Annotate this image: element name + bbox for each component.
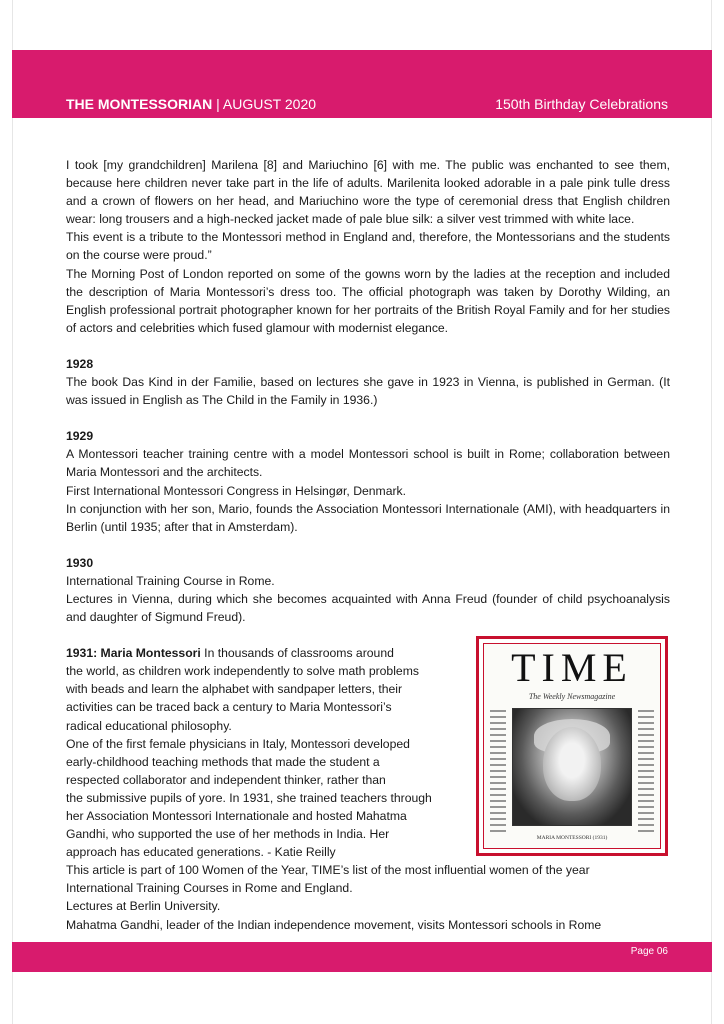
feature-line-text: In thousands of classrooms around — [200, 646, 394, 661]
feature-line: her Association Montessori Internationale and hosted Mahatma — [66, 809, 407, 823]
footer-band — [12, 942, 712, 972]
cover-portrait — [512, 708, 632, 826]
feature-line — [66, 644, 466, 662]
section-paragraph: A Montessori teacher training centre with a model Montessori school is built in Rome; collaboration between Maria Montessori and the architects. — [66, 447, 670, 480]
feature-line: approach has educated generations. - Katie Reilly — [66, 845, 336, 860]
header-title — [66, 96, 316, 112]
section-paragraph: International Training Course in Rome. — [66, 573, 275, 588]
timeline-section-1928 — [66, 355, 670, 409]
header-separator: | — [212, 96, 223, 112]
section-paragraph: First International Montessori Congress in Helsingør, Denmark. — [66, 483, 407, 498]
feature-after-line: This article is part of 100 Women of the Year, TIME’s list of the most influential women of the year — [66, 863, 590, 878]
feature-line: Gandhi, who supported the use of her methods in India. Her — [66, 827, 390, 842]
section-title: 150th Birthday Celebrations — [495, 96, 668, 112]
timeline-section-1930 — [66, 554, 670, 626]
feature-line: the world, as children work independently to solve math problems — [66, 664, 419, 679]
feature-line: activities can be traced back a century to Maria Montessori’s — [66, 700, 392, 715]
feature-line: the submissive pupils of yore. In 1931, she trained teachers through — [66, 790, 432, 805]
cover-subtitle: The Weekly Newsmagazine — [528, 692, 616, 701]
section-paragraph: In conjunction with her son, Mario, founds the Association Montessori Internationale (AMI), with headquarters in Berlin (until 1935; after that in Amsterdam). — [66, 501, 670, 534]
section-paragraph: The book Das Kind in der Familie, based on lectures she gave in 1923 in Vienna, is published in German. (It was issued in English as The Child in the Family in 1936.) — [66, 375, 670, 408]
feature-line: One of the first female physicians in Italy, Montessori developed — [66, 736, 410, 751]
cover-inner-frame — [483, 643, 661, 849]
cover-logo: TIME — [511, 645, 633, 690]
page-number: Page 06 — [630, 946, 668, 957]
timeline-section-1929 — [66, 427, 670, 536]
feature-text — [66, 644, 466, 861]
year-heading: 1930 — [66, 555, 94, 570]
publication-name: THE MONTESSORIAN — [66, 96, 213, 112]
cover-caption: MARIA MONTESSORI (1931) — [536, 835, 608, 841]
feature-line: respected collaborator and independent thinker, rather than — [66, 772, 386, 787]
feature-lead: 1931: Maria Montessori — [66, 646, 201, 661]
feature-after-line: International Training Courses in Rome and England. — [66, 881, 353, 896]
intro-paragraph: The Morning Post of London reported on some of the gowns worn by the ladies at the reception and included the description of Maria Montessori’s dress too. The official photograph was taken by Dorothy Wilding, an English professional portrait photographer known for her portraits of the British Royal Family and for her studies of actors and celebrities which fused glamour with modernist elegance. — [66, 266, 670, 335]
feature-line: with beads and learn the alphabet with sandpaper letters, their — [66, 682, 403, 697]
feature-line: radical educational philosophy. — [66, 718, 232, 733]
intro-paragraph: This event is a tribute to the Montessori method in England and, therefore, the Montessorians and the students on the course were proud.” — [66, 230, 670, 263]
intro-paragraph: I took [my grandchildren] Marilena [8] and Mariuchino [6] with me. The public was enchanted to see them, because here children never take part in the life of adults. Marilenita looked adorable in a pale pink tulle dress and a crown of flowers on her head, and Mariuchino wore the type of ceremonial dress that English children wear: long trousers and a high-necked jacket made of pale blue silk: a silver vest trimmed with white lace. — [66, 158, 670, 227]
cover-ornament-left — [490, 710, 506, 836]
feature-after-line: Mahatma Gandhi, leader of the Indian independence movement, visits Montessori schools in Rome — [66, 917, 602, 932]
feature-after-line: Lectures at Berlin University. — [66, 899, 221, 914]
issue-date: AUGUST 2020 — [222, 96, 317, 112]
feature-line: early-childhood teaching methods that made the student a — [66, 754, 380, 769]
section-paragraph: Lectures in Vienna, during which she becomes acquainted with Anna Freud (founder of child psychoanalysis and daughter of Sigmund Freud). — [66, 591, 670, 625]
time-magazine-cover — [476, 636, 668, 856]
year-heading: 1928 — [66, 356, 94, 371]
year-heading: 1929 — [66, 429, 94, 444]
cover-ornament-right — [638, 710, 654, 836]
portrait-face — [543, 727, 601, 801]
